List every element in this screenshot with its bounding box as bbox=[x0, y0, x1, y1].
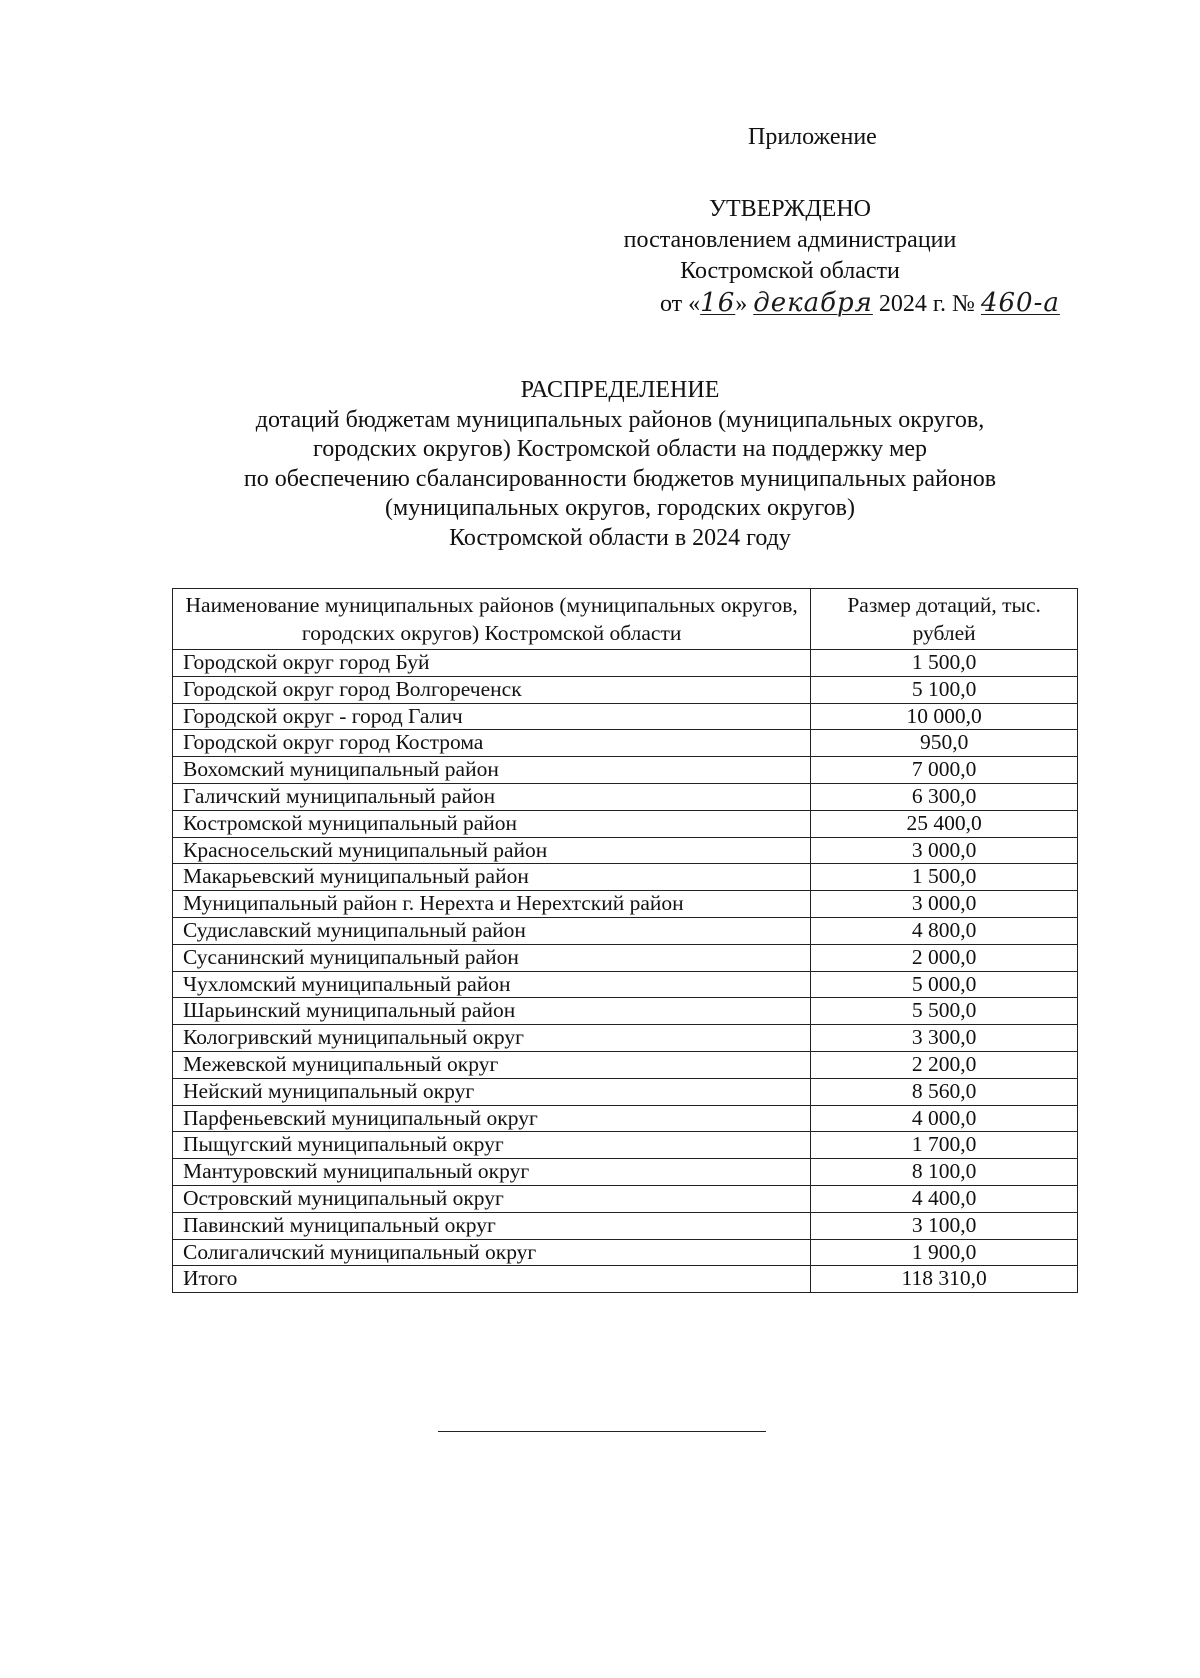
table-row bbox=[173, 703, 1078, 730]
date-quote-close: » bbox=[735, 291, 748, 317]
municipality-name-cell: Солигаличский муниципальный округ bbox=[173, 1239, 811, 1266]
municipality-name-cell: Костромской муниципальный район bbox=[173, 810, 811, 837]
subsidy-amount-cell: 950,0 bbox=[811, 730, 1078, 757]
municipality-name-cell: Судиславский муниципальный район bbox=[173, 917, 811, 944]
subsidy-amount-cell: 8 560,0 bbox=[811, 1078, 1078, 1105]
approved-by-line: постановлением администрации bbox=[623, 227, 957, 253]
municipality-name-cell: Городской округ город Волгореченск bbox=[173, 676, 811, 703]
handwritten-decree-number: 460-а bbox=[980, 288, 1060, 318]
appendix-label: Приложение bbox=[748, 124, 877, 150]
subsidy-amount-cell: 4 400,0 bbox=[811, 1185, 1078, 1212]
date-prefix: от « bbox=[660, 291, 701, 317]
subsidy-amount-cell: 5 000,0 bbox=[811, 971, 1078, 998]
municipality-name-cell: Павинский муниципальный округ bbox=[173, 1212, 811, 1239]
subsidy-amount-cell: 2 000,0 bbox=[811, 944, 1078, 971]
subsidy-amount-cell: 6 300,0 bbox=[811, 783, 1078, 810]
subsidy-amount-cell: 4 800,0 bbox=[811, 917, 1078, 944]
subsidy-amount-cell: 3 000,0 bbox=[811, 837, 1078, 864]
municipality-name-cell: Городской округ - город Галич bbox=[173, 703, 811, 730]
subsidy-amount-cell: 5 500,0 bbox=[811, 998, 1078, 1025]
table-row bbox=[173, 783, 1078, 810]
table-row bbox=[173, 971, 1078, 998]
municipality-name-cell: Шарьинский муниципальный район bbox=[173, 998, 811, 1025]
title-line-3: по обеспечению сбалансированности бюджетов муниципальных районов bbox=[243, 465, 997, 492]
subsidy-amount-cell: 3 300,0 bbox=[811, 1025, 1078, 1052]
table-row bbox=[173, 1212, 1078, 1239]
table-row bbox=[173, 1051, 1078, 1078]
date-year-number-label: 2024 г. № bbox=[878, 291, 975, 317]
document-title-block bbox=[100, 376, 1140, 553]
header-municipality-name: Наименование муниципальных районов (муниципальных округов, городских округов) Костромской области bbox=[173, 589, 811, 650]
closing-rule-line bbox=[438, 1431, 766, 1432]
subsidy-amount-cell: 8 100,0 bbox=[811, 1159, 1078, 1186]
subsidy-amount-cell: 1 700,0 bbox=[811, 1132, 1078, 1159]
subsidy-amount-cell: 4 000,0 bbox=[811, 1105, 1078, 1132]
subsidy-amount-cell: 7 000,0 bbox=[811, 757, 1078, 784]
approved-region-line: Костромской области bbox=[680, 258, 900, 284]
title-line-1: дотаций бюджетам муниципальных районов (муниципальных округов, bbox=[255, 406, 985, 433]
subsidy-amount-cell: 1 500,0 bbox=[811, 650, 1078, 677]
table-row bbox=[173, 730, 1078, 757]
table-row bbox=[173, 1105, 1078, 1132]
municipality-name-cell: Городской округ город Буй bbox=[173, 650, 811, 677]
table-row bbox=[173, 1159, 1078, 1186]
municipality-name-cell: Мантуровский муниципальный округ bbox=[173, 1159, 811, 1186]
table-row bbox=[173, 998, 1078, 1025]
subsidy-amount-cell: 3 100,0 bbox=[811, 1212, 1078, 1239]
total-amount-cell: 118 310,0 bbox=[811, 1266, 1078, 1293]
subsidy-amount-cell: 10 000,0 bbox=[811, 703, 1078, 730]
total-label-cell: Итого bbox=[173, 1266, 811, 1293]
municipality-name-cell: Макарьевский муниципальный район bbox=[173, 864, 811, 891]
municipality-name-cell: Красносельский муниципальный район bbox=[173, 837, 811, 864]
title-line-2: городских округов) Костромской области на поддержку мер bbox=[312, 436, 928, 462]
table-row bbox=[173, 810, 1078, 837]
title-line-5: Костромской области в 2024 году bbox=[449, 524, 791, 551]
handwritten-month: декабря bbox=[753, 288, 873, 318]
municipality-name-cell: Городской округ город Кострома bbox=[173, 730, 811, 757]
municipality-name-cell: Пыщугский муниципальный округ bbox=[173, 1132, 811, 1159]
municipality-name-cell: Сусанинский муниципальный район bbox=[173, 944, 811, 971]
subsidy-amount-cell: 3 000,0 bbox=[811, 891, 1078, 918]
municipality-name-cell: Муниципальный район г. Нерехта и Нерехтский район bbox=[173, 891, 811, 918]
municipality-name-cell: Парфеньевский муниципальный округ bbox=[173, 1105, 811, 1132]
table-row bbox=[173, 1239, 1078, 1266]
table-row bbox=[173, 1025, 1078, 1052]
title-line-4: (муниципальных округов, городских округов) bbox=[385, 495, 855, 521]
table-row bbox=[173, 837, 1078, 864]
decree-date-line bbox=[660, 288, 1060, 320]
handwritten-day: 16 bbox=[700, 288, 736, 318]
approved-stamp-text: УТВЕРЖДЕНО bbox=[708, 196, 872, 222]
municipality-name-cell: Чухломский муниципальный район bbox=[173, 971, 811, 998]
subsidy-amount-cell: 1 900,0 bbox=[811, 1239, 1078, 1266]
table-row bbox=[173, 944, 1078, 971]
header-subsidy-amount: Размер дотаций, тыс. рублей bbox=[811, 589, 1078, 650]
municipality-name-cell: Галичский муниципальный район bbox=[173, 783, 811, 810]
municipality-name-cell: Вохомский муниципальный район bbox=[173, 757, 811, 784]
subsidy-amount-cell: 25 400,0 bbox=[811, 810, 1078, 837]
table-row bbox=[173, 864, 1078, 891]
municipality-name-cell: Межевской муниципальный округ bbox=[173, 1051, 811, 1078]
table-row bbox=[173, 917, 1078, 944]
table-row bbox=[173, 891, 1078, 918]
document-heading: РАСПРЕДЕЛЕНИЕ bbox=[520, 377, 720, 403]
subsidy-amount-cell: 5 100,0 bbox=[811, 676, 1078, 703]
table-row bbox=[173, 1078, 1078, 1105]
municipality-name-cell: Нейский муниципальный округ bbox=[173, 1078, 811, 1105]
table-body bbox=[173, 650, 1078, 1293]
table-row bbox=[173, 1132, 1078, 1159]
subsidy-amount-cell: 2 200,0 bbox=[811, 1051, 1078, 1078]
subsidy-amount-cell: 1 500,0 bbox=[811, 864, 1078, 891]
table-row bbox=[173, 676, 1078, 703]
table-row bbox=[173, 1185, 1078, 1212]
municipality-name-cell: Кологривский муниципальный округ bbox=[173, 1025, 811, 1052]
table-row bbox=[173, 650, 1078, 677]
table-header-row bbox=[173, 589, 1078, 650]
total-row bbox=[173, 1266, 1078, 1293]
table-row bbox=[173, 757, 1078, 784]
subsidy-distribution-table bbox=[172, 588, 1078, 1293]
municipality-name-cell: Островский муниципальный округ bbox=[173, 1185, 811, 1212]
